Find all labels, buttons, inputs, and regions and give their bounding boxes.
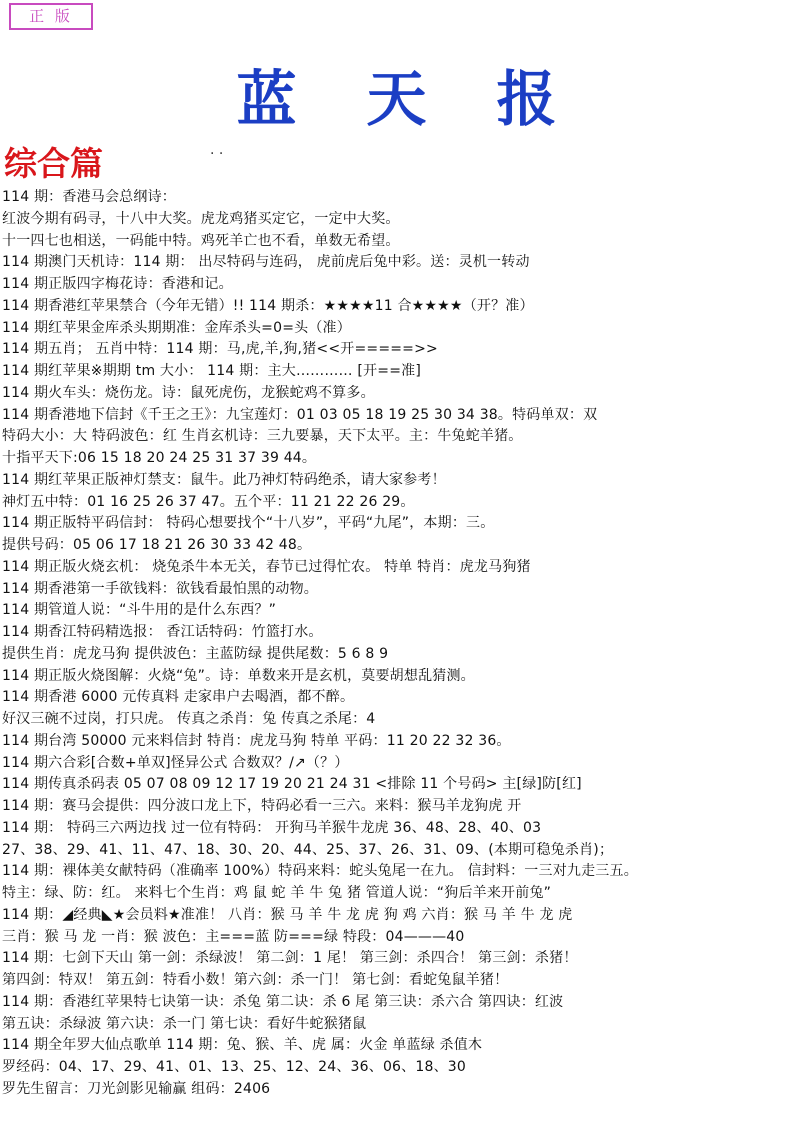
text-line: 114 期红苹果正版神灯禁支：鼠牛。此乃神灯特码绝杀，请大家参考！	[2, 471, 446, 488]
text-line: 114 期：香港马会总纲诗：	[2, 189, 176, 205]
text-line: 114 期全年罗大仙点歌单 114 期：兔、猴、羊、虎 属：火金 单蓝绿 杀值木	[2, 1037, 483, 1054]
text-line: 114 期： 特码三六两边找 过一位有特码： 开狗马羊猴牛龙虎 36、48、28、40、03	[2, 819, 542, 836]
text-line: 114 期香江特码精选报： 香江话特码：竹篮打水。	[2, 624, 323, 640]
text-line: 114 期香港第一手欲钱料：欲钱看最怕黑的动物。	[2, 580, 318, 597]
text-line: 114 期正版四字梅花诗：香港和记。	[2, 276, 233, 292]
text-line: 114 期正版火烧图解：火烧“兔”。诗：单数来开是玄机，莫要胡想乱猜测。	[2, 667, 475, 684]
content-lines	[2, 187, 791, 1101]
masthead-char-2: 天	[366, 65, 427, 135]
masthead-title	[0, 52, 793, 138]
text-line: 第四剑：特双！ 第五剑：特看小数！第六剑：杀一门！ 第七剑：看蛇兔鼠羊猪！	[2, 972, 509, 988]
text-line: 114 期五肖； 五肖中特：114 期：马,虎,羊,狗,猪<<开=====>>	[2, 341, 438, 358]
text-line: 114 期：◢经典◣★会员料★准准！ 八肖：猴 马 羊 牛 龙 虎 狗 鸡 六肖：猴 马 羊 牛 龙 虎	[2, 906, 573, 923]
text-line: 提供号码：05 06 17 18 21 26 30 33 42 48。	[2, 537, 312, 553]
text-line: 三肖：猴 马 龙 一肖：猴 波色：主===蓝 防===绿 特段：04———40	[2, 928, 465, 945]
masthead-char-1: 蓝	[236, 65, 297, 135]
text-line: 114 期红苹果※期期 tm 大小： 114 期：主大………… [开==准]	[2, 363, 421, 379]
text-line: 114 期香港地下信封《千王之王》：九宝莲灯：01 03 05 18 19 25 30 34 38。特码单双：双	[2, 406, 598, 423]
text-line: 罗先生留言：刀光剑影见输赢 组码：2406	[2, 1080, 271, 1097]
text-line: 114 期管道人说：“斗牛用的是什么东西？”	[2, 602, 277, 619]
text-line: 114 期正版火烧玄机： 烧兔杀牛本无关，春节已过得忙农。 特单 特肖：虎龙马狗猪	[2, 558, 531, 575]
text-line: 114 期台湾 50000 元来料信封 特肖：虎龙马狗 特单 平码：11 20 22 32 36。	[2, 732, 511, 749]
text-line: 罗经码：04、17、29、41、01、13、25、12、24、36、06、18、30	[2, 1059, 466, 1075]
text-line: 特主：绿、防：红。 来料七个生肖：鸡 鼠 蛇 羊 牛 兔 猪 管道人说：“狗后羊来开前兔”	[2, 885, 552, 901]
section-title: 综合篇	[4, 144, 103, 183]
text-line: 114 期红苹果金库杀头期期准：金库杀头=0=头（准）	[2, 319, 351, 336]
text-line: 114 期：香港红苹果特七诀第一诀：杀兔 第二诀：杀 6 尾 第三诀：杀六合 第四诀：红波	[2, 993, 564, 1010]
text-line: 好汉三碗不过岗，打只虎。 传真之杀肖：兔 传真之杀尾：4	[2, 711, 376, 727]
text-line: 神灯五中特：01 16 25 26 37 47。五个平：11 21 22 26 29。	[2, 493, 415, 510]
text-line: 114 期六合彩[合数+单双]怪异公式 合数双？/↗（？）	[2, 754, 349, 771]
text-line: 提供生肖：虎龙马狗 提供波色：主蓝防绿 提供尾数：5 6 8 9	[2, 645, 389, 662]
genuine-badge: 正 版	[9, 3, 93, 30]
text-line: 红波今期有码寻，十八中大奖。虎龙鸡猪买定它，一定中大奖。	[2, 210, 400, 227]
text-line: 十一四七也相送，一码能中特。鸡死羊亡也不看，单数无希望。	[2, 232, 400, 249]
text-line: 114 期：七剑下天山 第一剑：杀绿波！ 第二剑：1 尾！ 第三剑：杀四合！ 第三剑：杀猪！	[2, 950, 578, 967]
masthead-char-3: 报	[496, 65, 557, 135]
text-line: 114 期香港 6000 元传真料 走家串户去喝酒，都不醉。	[2, 689, 355, 706]
text-line: 114 期：赛马会提供：四分波口龙上下，特码必看一三六。来料：猴马羊龙狗虎 开	[2, 798, 522, 814]
text-line: 114 期：裸体美女献特码（准确率 100%）特码来料：蛇头兔尾一在九。 信封料：一三对九走三五。	[2, 863, 638, 880]
text-line: 114 期香港红苹果禁合（今年无错）!! 114 期杀：★★★★11 合★★★★（开？准）	[2, 297, 534, 314]
text-line: 十指平天下:06 15 18 20 24 25 31 37 39 44。	[2, 450, 317, 466]
text-line: 114 期传真杀码表 05 07 08 09 12 17 19 20 21 24 31 <排除 11 个号码> 主[绿]防[红]	[2, 776, 582, 793]
text-line: 27、38、29、41、11、47、18、30、20、44、25、37、26、31、09、(本期可稳兔杀肖)；	[2, 841, 614, 858]
section-mark: . .	[210, 142, 224, 158]
text-line: 114 期澳门天机诗：114 期： 出尽特码与连码， 虎前虎后兔中彩。送：灵机一转动	[2, 254, 530, 271]
text-line: 第五诀：杀绿波 第六诀：杀一门 第七诀：看好牛蛇猴猪鼠	[2, 1015, 367, 1032]
text-line: 特码大小：大 特码波色：红 生肖玄机诗：三九要暴，天下太平。主：牛兔蛇羊猪。	[2, 428, 523, 445]
text-line: 114 期火车头：烧伤龙。诗：鼠死虎伤，龙猴蛇鸡不算多。	[2, 384, 375, 401]
text-line: 114 期正版特平码信封： 特码心想要找个“十八岁”，平码“九尾”，本期：三。	[2, 515, 495, 532]
